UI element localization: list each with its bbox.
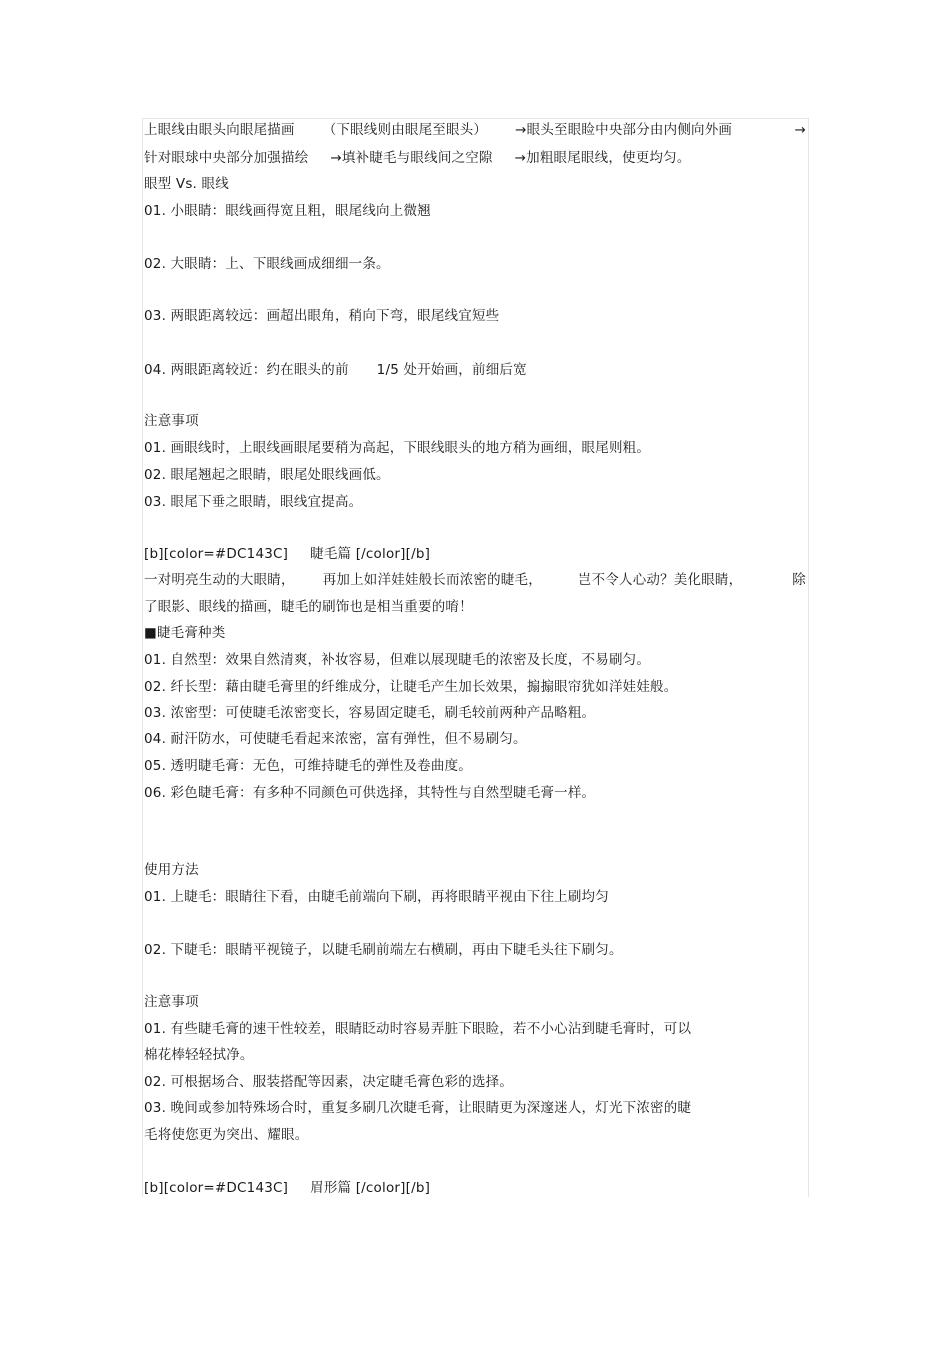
text-segment: [b][color=#DC143C] [144, 546, 289, 562]
text-segment: 岂不令人心动？美化眼睛， [577, 572, 743, 588]
text-line [144, 148, 691, 168]
section-heading: 眼型 Vs. 眼线 [144, 176, 229, 192]
section-heading: 注意事项 [144, 413, 199, 429]
text-line [144, 570, 806, 590]
text-segment: 针对眼球中央部分加强描绘 [144, 150, 309, 166]
text-line: 01. 小眼睛：眼线画得宽且粗，眼尾线向上微翘 [144, 203, 431, 219]
markup-heading [144, 1178, 430, 1198]
text-line: 棉花棒轻轻拭净。 [144, 1047, 254, 1063]
text-line [144, 120, 806, 140]
list-item: 02. 可根据场合、服装搭配等因素，决定睫毛膏色彩的选择。 [144, 1074, 514, 1090]
text-line: 毛将使您更为突出、耀眼。 [144, 1127, 309, 1143]
list-item: 06. 彩色睫毛膏：有多种不同颜色可供选择，其特性与自然型睫毛膏一样。 [144, 785, 596, 801]
list-item: 02. 下睫毛：眼睛平视镜子，以睫毛刷前端左右横刷，再由下睫毛头往下刷匀。 [144, 942, 623, 958]
list-item: 01. 上睫毛：眼睛往下看，由睫毛前端向下刷，再将眼睛平视由下往上刷均匀 [144, 889, 609, 905]
list-item: 01. 有些睫毛膏的速干性较差，眼睛眨动时容易弄脏下眼睑，若不小心沾到睫毛膏时，可以 [144, 1021, 692, 1037]
text-segment: 眉形篇 [/color][/b] [310, 1180, 431, 1196]
text-segment: → [794, 122, 806, 138]
text-line: 03. 眼尾下垂之眼睛，眼线宜提高。 [144, 494, 363, 510]
section-heading: ■睫毛膏种类 [144, 625, 226, 641]
text-segment: 睫毛篇 [/color][/b] [310, 546, 431, 562]
text-segment: →眼头至眼睑中央部分由内侧向外画 [515, 122, 733, 138]
text-line: 了眼影、眼线的描画，睫毛的刷饰也是相当重要的唷！ [144, 599, 473, 615]
text-line: 02. 大眼睛：上、下眼线画成细细一条。 [144, 256, 390, 272]
text-line: 01. 画眼线时，上眼线画眼尾要稍为高起，下眼线眼头的地方稍为画细，眼尾则粗。 [144, 440, 651, 456]
text-line: 03. 两眼距离较远：画超出眼角，稍向下弯，眼尾线宜短些 [144, 308, 500, 324]
text-segment: （下眼线则由眼尾至眼头） [322, 122, 488, 138]
section-heading: 注意事项 [144, 994, 199, 1010]
list-item: 05. 透明睫毛膏：无色，可维持睫毛的弹性及卷曲度。 [144, 758, 472, 774]
text-segment: 一对明亮生动的大眼睛， [144, 572, 295, 588]
list-item: 01. 自然型：效果自然清爽，补妆容易，但难以展现睫毛的浓密及长度，不易刷匀。 [144, 652, 651, 668]
text-segment: →填补睫毛与眼线间之空隙 [330, 150, 493, 166]
text-segment: 除 [792, 572, 806, 588]
text-segment: 上眼线由眼头向眼尾描画 [144, 122, 295, 138]
text-segment: [b][color=#DC143C] [144, 1180, 289, 1196]
markup-heading [144, 544, 430, 564]
list-item: 03. 浓密型：可使睫毛浓密变长，容易固定睫毛，刷毛较前两种产品略粗。 [144, 705, 596, 721]
text-segment: 1/5 处开始画，前细后宽 [376, 362, 527, 378]
list-item: 03. 晚间或参加特殊场合时，重复多刷几次睫毛膏，让眼睛更为深邃迷人，灯光下浓密的睫 [144, 1100, 692, 1116]
text-segment: →加粗眼尾眼线，使更均匀。 [514, 150, 691, 166]
text-line [144, 360, 527, 380]
text-line: 02. 眼尾翘起之眼睛，眼尾处眼线画低。 [144, 467, 390, 483]
section-heading: 使用方法 [144, 862, 199, 878]
list-item: 02. 纤长型：藉由睫毛膏里的纤维成分，让睫毛产生加长效果，搧搧眼帘犹如洋娃娃般。 [144, 679, 678, 695]
text-segment: 04. 两眼距离较近：约在眼头的前 [144, 362, 349, 378]
text-segment: 再加上如洋娃娃般长而浓密的睫毛， [322, 572, 542, 588]
list-item: 04. 耐汗防水，可使睫毛看起来浓密，富有弹性，但不易刷匀。 [144, 731, 527, 747]
